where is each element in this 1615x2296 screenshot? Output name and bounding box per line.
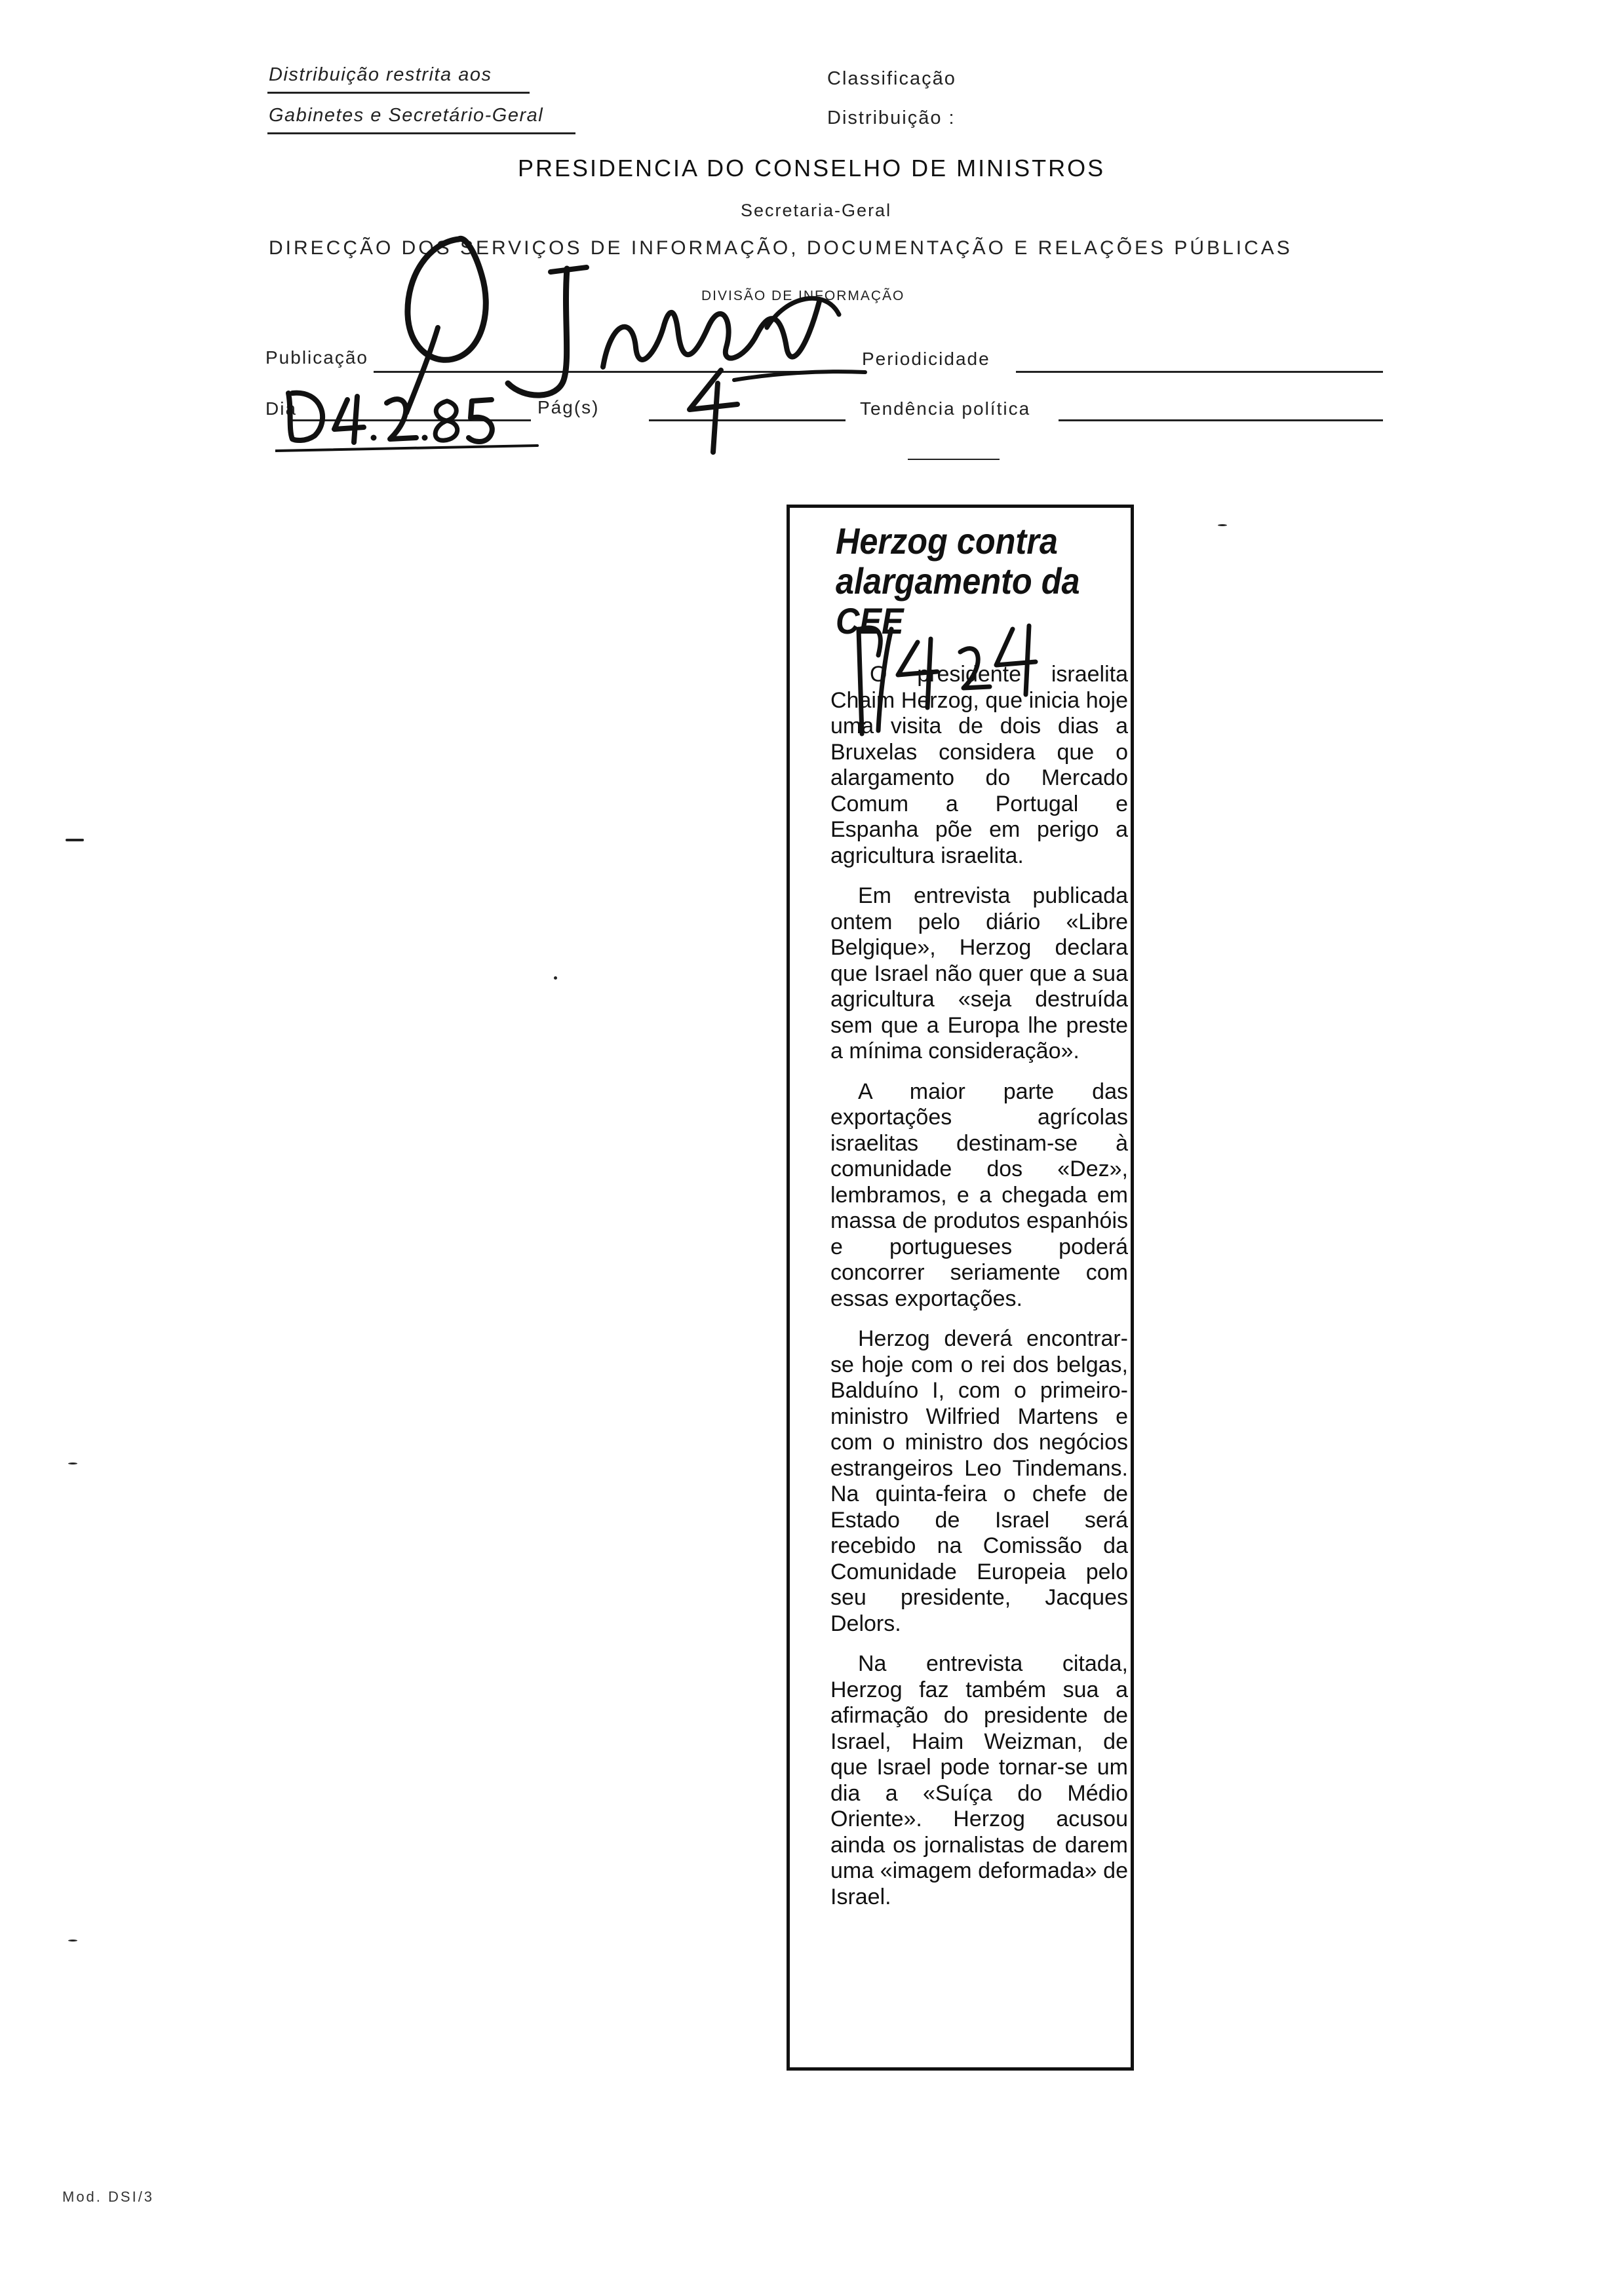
scan-speck (554, 976, 557, 980)
political-tendency-field-line (1059, 419, 1383, 421)
scan-speck (68, 1463, 77, 1464)
article-paragraph: Na entrevista citada, Herzog faz também sua a afirmação do presidente de Israel, Haim Weizman, de que Israel pode tornar-se um dia a «Suíça do Médio Oriente». Herzog acusou ainda os jornalistas de darem uma «imagem deformada» de Israel. (830, 1651, 1128, 1909)
publication-label: Publicação (265, 347, 368, 368)
scan-speck (66, 839, 84, 841)
institution-subtitle: Secretaria-Geral (741, 201, 892, 220)
division-name: DIVISÃO DE INFORMAÇÃO (701, 288, 905, 303)
distribution-label: Distribuição : (827, 107, 956, 128)
pages-label: Pág(s) (537, 397, 600, 417)
article-paragraph: A maior parte das exportações agrícolas israelitas destinam-se à comunidade dos «Dez», lembramos, e a chegada em massa de produtos espanhóis e portugueses poderá concorrer seriamente com essas exportações. (830, 1079, 1128, 1311)
political-tendency-label: Tendência política (860, 398, 1031, 419)
separator-mark (908, 459, 1000, 460)
underline-restricted-1 (267, 92, 530, 94)
day-label: Dia (265, 398, 298, 419)
scan-speck (68, 1940, 77, 1942)
article-body (830, 662, 1128, 1924)
periodicity-field-line (1016, 371, 1383, 373)
classification-label: Classificação (827, 68, 956, 89)
handwritten-date (275, 354, 551, 459)
form-model-code: Mod. DSI/3 (62, 2189, 155, 2205)
handwritten-pages (675, 364, 754, 455)
article-paragraph: O presidente israelita Chaim Herzog, que inicia hoje uma visita de dois dias a Bruxelas considera que o alargamento do Mercado Comum a Portugal e Espanha põe em perigo a agricultura israelita. (830, 662, 1128, 868)
article-paragraph: Em entrevista publicada ontem pelo diário «Libre Belgique», Herzog declara que Israel não quer que a sua agricultura «seja destruída sem que a Europa lhe preste a mínima consideração». (830, 883, 1128, 1063)
department-name: DIRECÇÃO DOS SERVIÇOS DE INFORMAÇÃO, DOCUMENTAÇÃO E RELAÇÕES PÚBLICAS (269, 237, 1293, 259)
article-paragraph: Herzog deverá encontrar-se hoje com o rei dos belgas, Balduíno I, com o primeiro-ministro Wilfried Martens e com o ministro dos negócios estrangeiros Leo Tindemans. Na quinta-feira o chefe de Estado de Israel será recebido na Comissão da Comunidade Europeia pelo seu presidente, Jacques Delors. (830, 1326, 1128, 1636)
handwritten-clip-code (846, 603, 1095, 747)
periodicity-label: Periodicidade (862, 349, 990, 369)
restricted-distribution-line1: Distribuição restrita aos (269, 64, 492, 85)
restricted-distribution-line2: Gabinetes e Secretário-Geral (269, 105, 544, 126)
underline-restricted-2 (267, 132, 575, 134)
article-headline: Herzog contra alargamento da CEE (836, 520, 1080, 641)
scan-speck (1218, 524, 1227, 526)
institution-title: PRESIDENCIA DO CONSELHO DE MINISTROS (518, 155, 1106, 182)
